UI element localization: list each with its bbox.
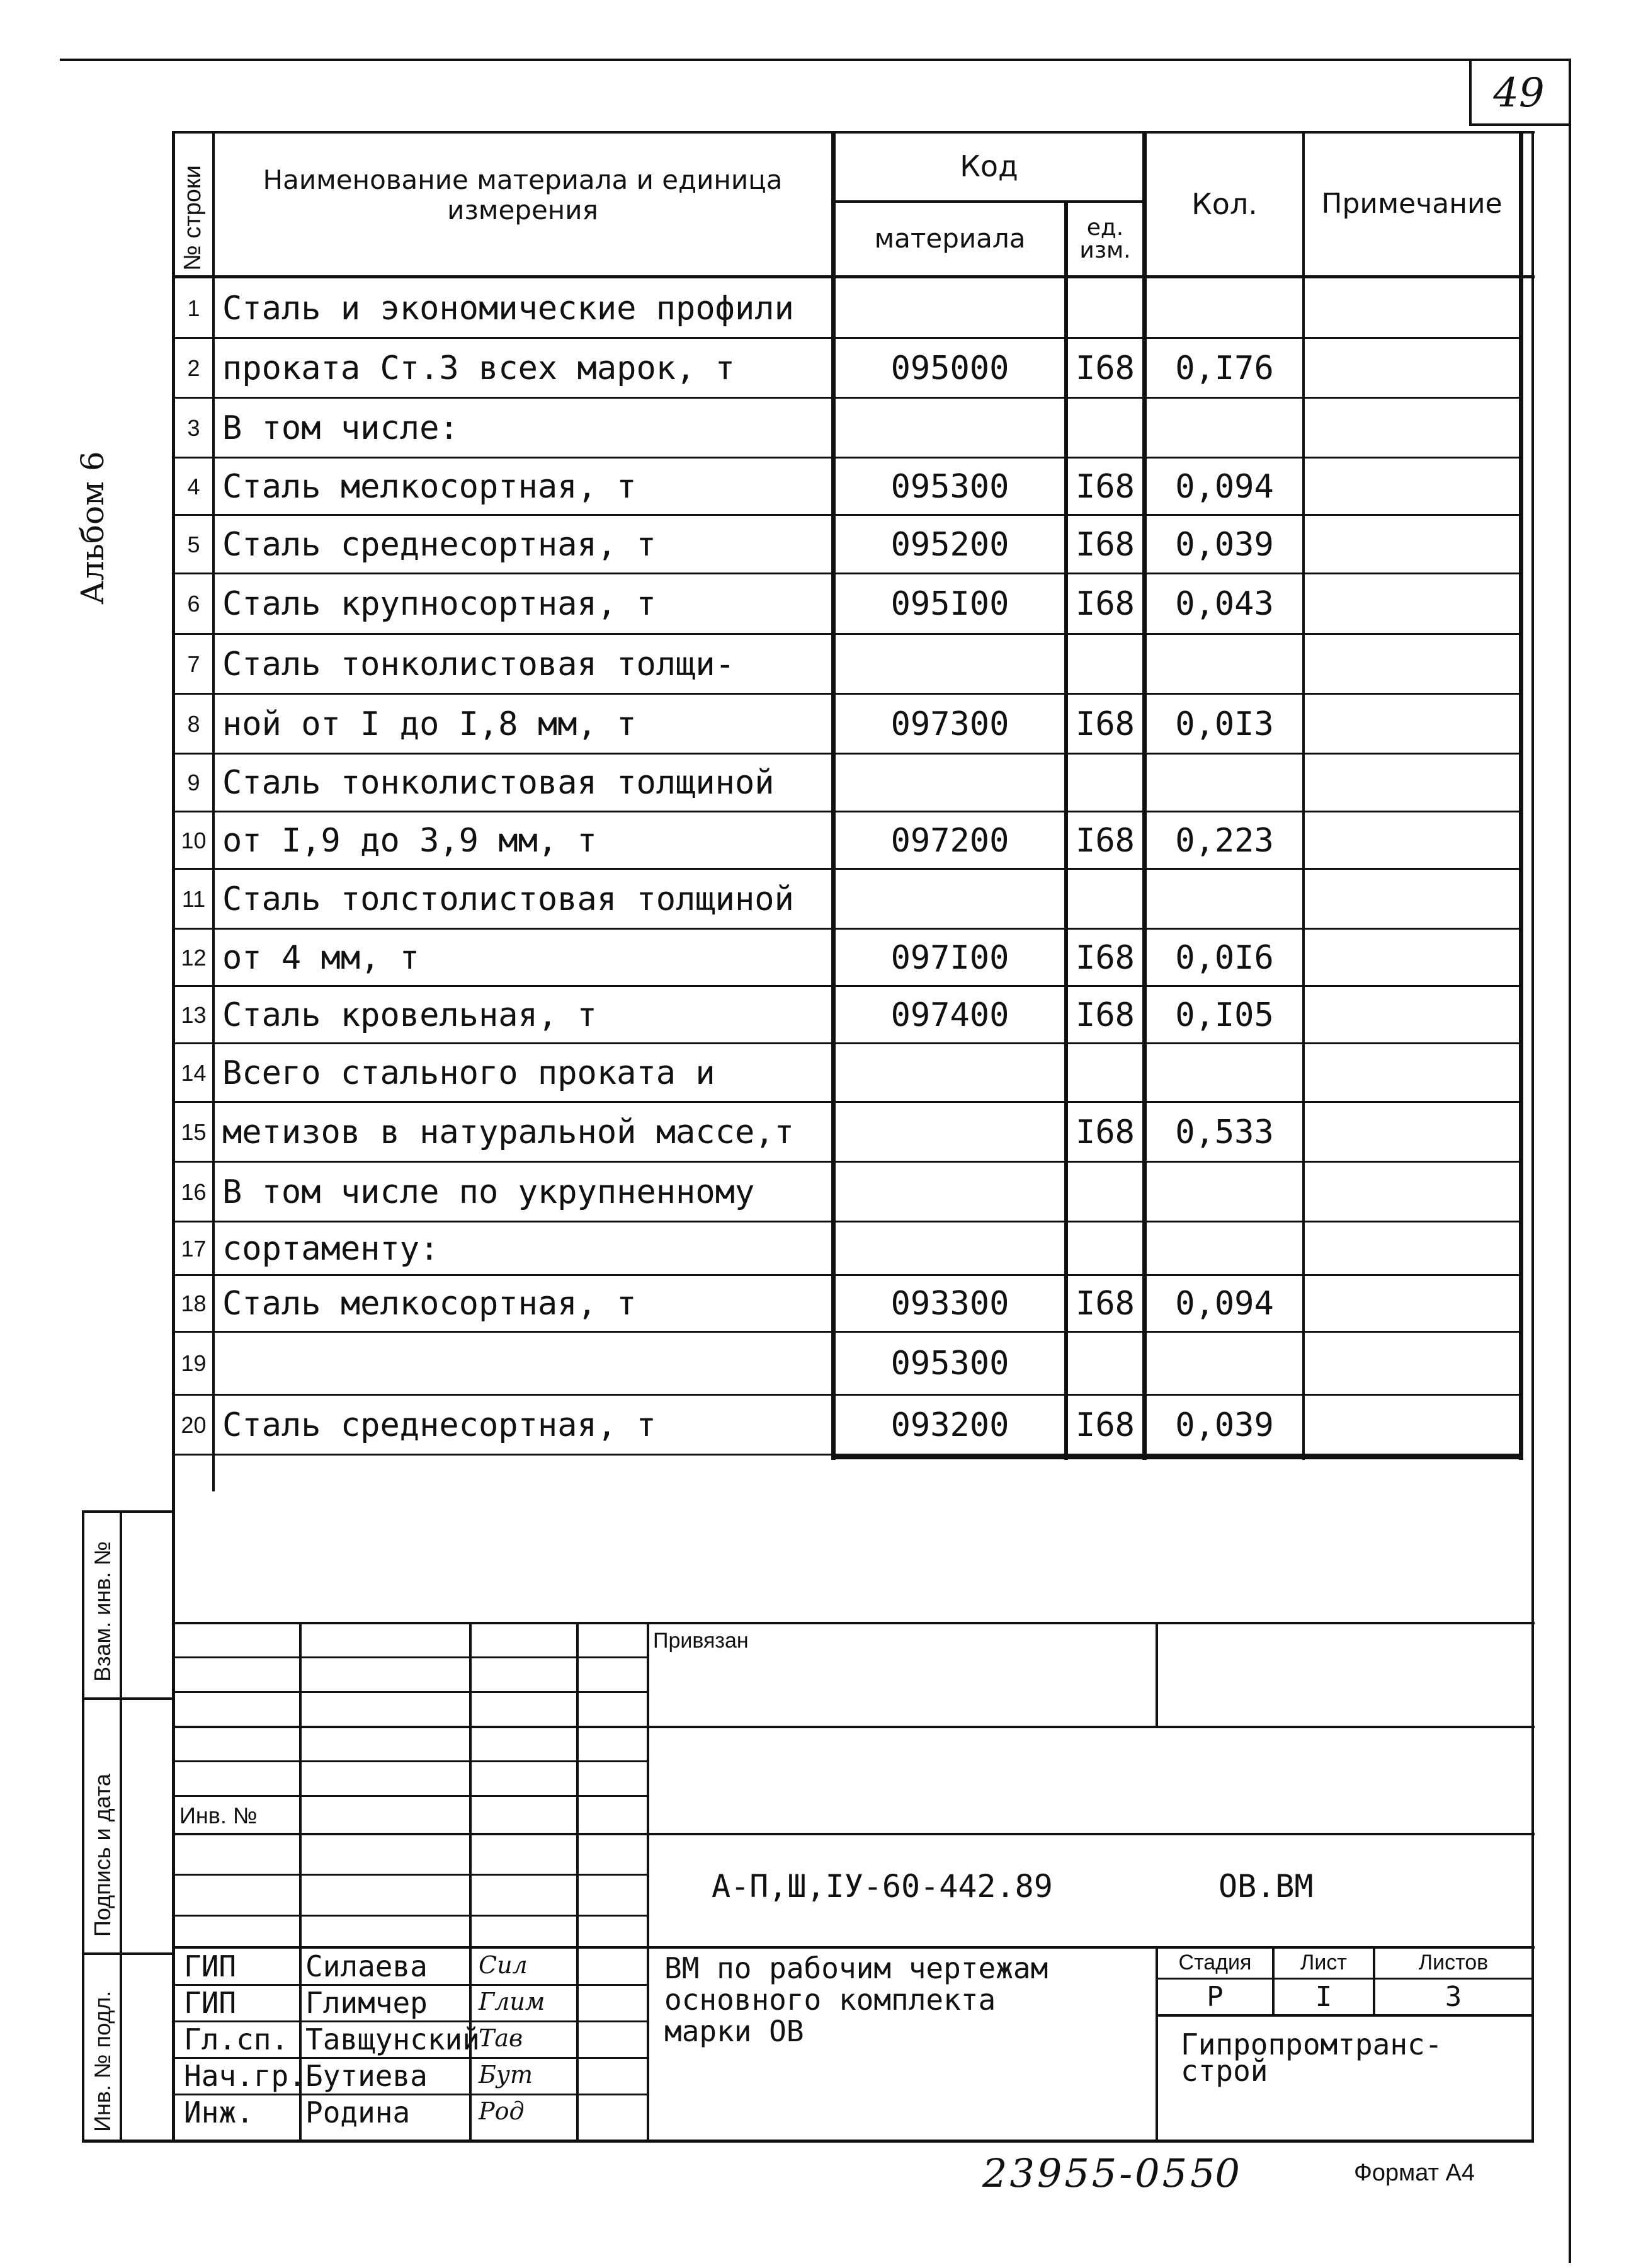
footer-page: 50 <box>1190 2150 1240 2196</box>
material-name: ной от I до I,8 мм, т <box>222 705 637 743</box>
signatory-name: Родина <box>305 2095 411 2129</box>
material-name: метизов в натуральной массе,т <box>222 1113 794 1151</box>
quantity <box>1147 398 1302 458</box>
sheet-value: I <box>1315 1981 1332 2013</box>
side-vzam-inv: Взам. инв. № <box>89 1541 115 1682</box>
side-inv-podl: Инв. № подл. <box>89 1990 115 2132</box>
header-code-material: материала <box>874 223 1026 254</box>
material-code: 097200 <box>890 821 1009 860</box>
unit-code <box>1068 1222 1142 1275</box>
material-name: от 4 мм, т <box>222 938 420 977</box>
material-code <box>836 398 1064 458</box>
quantity <box>1147 278 1302 338</box>
quantity: 0,043 <box>1175 585 1274 623</box>
row-number: 5 <box>187 531 200 557</box>
material-name: проката Ст.3 всех марок, т <box>222 349 735 387</box>
document-title-line: ВМ по рабочим чертежам <box>664 1951 1048 1985</box>
signatory-name: Тавщунский <box>305 2022 480 2056</box>
material-name: от I,9 до 3,9 мм, т <box>222 821 597 860</box>
material-code: 097300 <box>890 705 1009 743</box>
row-number: 15 <box>181 1119 207 1145</box>
unit-code: I68 <box>1076 585 1135 623</box>
material-code: 095200 <box>890 525 1009 564</box>
table-bottom-border <box>831 1455 1523 1459</box>
quantity: 0,0I6 <box>1175 938 1274 977</box>
table-right-border <box>1531 131 1534 1513</box>
unit-code <box>1068 1162 1142 1222</box>
row-number: 4 <box>187 473 200 499</box>
title-block-bottom <box>82 2140 1534 2143</box>
signature: Глим <box>479 1988 545 2015</box>
row-number: 19 <box>181 1350 207 1376</box>
material-name: Сталь тонколистовая толщи- <box>222 645 735 683</box>
signatory-role: Инж. <box>184 2095 254 2129</box>
row-number: 12 <box>181 944 207 971</box>
header-row-no: № строки <box>179 165 206 271</box>
material-name: Сталь толстолистовая толщиной <box>222 880 794 918</box>
unit-code <box>1068 1332 1142 1395</box>
material-code: 093300 <box>890 1285 1009 1323</box>
row-number: 7 <box>187 651 200 677</box>
unit-code <box>1068 754 1142 812</box>
row-number: 10 <box>181 827 207 853</box>
document-mark: ОВ.ВМ <box>1218 1868 1314 1905</box>
quantity: 0,0I3 <box>1175 705 1274 743</box>
material-name: Всего стального проката и <box>222 1054 715 1092</box>
material-code: 097I00 <box>890 938 1009 977</box>
footer-number: 23955-05 <box>982 2150 1190 2196</box>
material-code: 095300 <box>890 467 1009 506</box>
row-number: 17 <box>181 1235 207 1262</box>
material-code <box>836 869 1064 929</box>
row-number: 11 <box>181 886 206 912</box>
row-number: 2 <box>187 355 200 381</box>
signatory-role: Нач.гр. <box>184 2059 306 2093</box>
material-name: Сталь крупносортная, т <box>222 585 656 623</box>
signatory-role: ГИП <box>184 1949 237 1983</box>
unit-code: I68 <box>1076 1285 1135 1323</box>
signatory-role: Гл.сп. <box>184 2022 289 2056</box>
quantity <box>1147 1222 1302 1275</box>
inv-no-label: Инв. № <box>179 1802 258 1828</box>
signature: Бут <box>479 2061 533 2088</box>
unit-code <box>1068 398 1142 458</box>
row-number: 14 <box>181 1059 207 1086</box>
quantity: 0,094 <box>1175 1285 1274 1323</box>
document-code: А-П,Ш,IУ-60-442.89 <box>712 1868 1053 1905</box>
material-name: Сталь мелкосортная, т <box>222 467 637 506</box>
signatory-role: ГИП <box>184 1986 237 2020</box>
organization-line: Гипропромтранс- <box>1181 2027 1443 2061</box>
material-code <box>836 278 1064 338</box>
page-number: 49 <box>1493 69 1545 117</box>
album-label: Альбом 6 <box>74 451 111 605</box>
quantity: 0,I76 <box>1175 349 1274 387</box>
organization-line: строй <box>1181 2054 1268 2088</box>
unit-code <box>1068 1044 1142 1102</box>
document-title-line: основного комплекта <box>664 1983 996 2017</box>
right-rule <box>1569 59 1571 2263</box>
quantity: 0,094 <box>1175 467 1274 506</box>
quantity: 0,039 <box>1175 525 1274 564</box>
row-number: 3 <box>187 414 200 441</box>
unit-code: I68 <box>1076 821 1135 860</box>
material-code <box>836 1222 1064 1275</box>
unit-code: I68 <box>1076 1113 1135 1151</box>
signature: Сил <box>479 1951 528 1979</box>
sheet-label: Лист <box>1300 1951 1347 1975</box>
material-code: 095300 <box>890 1345 1009 1382</box>
material-name: Сталь среднесортная, т <box>222 1406 656 1444</box>
header-unit: ед. изм. <box>1079 215 1131 263</box>
material-code <box>836 1044 1064 1102</box>
quantity <box>1147 1332 1302 1395</box>
material-name: Сталь кровельная, т <box>222 996 597 1034</box>
material-name: Сталь тонколистовая толщиной <box>222 764 775 802</box>
quantity <box>1147 1162 1302 1222</box>
format-label: Формат А4 <box>1354 2159 1475 2186</box>
row-number: 1 <box>187 295 200 321</box>
header-name: Наименование материала и единица измерения <box>263 164 783 225</box>
quantity <box>1147 754 1302 812</box>
material-name: Сталь среднесортная, т <box>222 525 656 564</box>
quantity <box>1147 634 1302 694</box>
row-number: 13 <box>181 1001 207 1028</box>
sheets-label: Листов <box>1418 1951 1489 1975</box>
header-code: Код <box>960 149 1018 183</box>
material-name: сортаменту: <box>222 1229 440 1268</box>
stage-label: Стадия <box>1178 1951 1252 1975</box>
quantity <box>1147 1044 1302 1102</box>
sheets-value: 3 <box>1445 1981 1462 2013</box>
row-number: 9 <box>187 770 200 795</box>
quantity: 0,223 <box>1175 821 1274 860</box>
page-number-box-bottom <box>1469 123 1571 126</box>
unit-code: I68 <box>1076 349 1135 387</box>
row-number: 20 <box>181 1411 207 1438</box>
material-code <box>836 754 1064 812</box>
unit-code <box>1068 634 1142 694</box>
material-code <box>836 1102 1064 1162</box>
top-rule <box>60 59 1571 61</box>
unit-code: I68 <box>1076 1406 1135 1444</box>
document-title <box>664 1952 1048 2047</box>
signature: Тав <box>479 2024 523 2052</box>
row-number: 16 <box>181 1178 207 1205</box>
privyazan-label: Привязан <box>653 1629 749 1653</box>
header-qty: Кол. <box>1191 187 1258 222</box>
material-code: 097400 <box>890 996 1009 1034</box>
material-name: Сталь и экономические профили <box>222 289 794 328</box>
material-name: В том числе по укрупненному <box>222 1173 755 1211</box>
unit-code: I68 <box>1076 938 1135 977</box>
stage-value: Р <box>1207 1981 1224 2013</box>
quantity: 0,533 <box>1175 1113 1274 1151</box>
quantity <box>1147 869 1302 929</box>
material-code <box>836 634 1064 694</box>
unit-code: I68 <box>1076 996 1135 1034</box>
signatory-name: Силаева <box>305 1949 428 1983</box>
material-code: 095000 <box>890 349 1009 387</box>
unit-code <box>1068 869 1142 929</box>
row-number: 18 <box>181 1291 207 1316</box>
material-name <box>215 1332 839 1395</box>
unit-code: I68 <box>1076 705 1135 743</box>
quantity: 0,039 <box>1175 1406 1274 1444</box>
unit-code: I68 <box>1076 525 1135 564</box>
unit-code: I68 <box>1076 467 1135 506</box>
material-name: В том числе: <box>222 409 459 447</box>
signatory-name: Глимчер <box>305 1986 428 2020</box>
header-note: Примечание <box>1321 188 1503 220</box>
document-title-line: марки ОВ <box>664 2014 804 2048</box>
organization-name <box>1181 2027 1443 2088</box>
signatory-name: Бутиева <box>305 2059 428 2093</box>
quantity: 0,I05 <box>1175 996 1274 1034</box>
signature: Род <box>479 2097 525 2125</box>
row-number: 6 <box>187 591 200 617</box>
unit-code <box>1068 278 1142 338</box>
side-podpis-data: Подпись и дата <box>89 1774 115 1937</box>
material-code: 093200 <box>890 1406 1009 1444</box>
material-name: Сталь мелкосортная, т <box>222 1285 637 1323</box>
row-number: 8 <box>187 710 200 737</box>
material-code: 095I00 <box>890 585 1009 623</box>
material-code <box>836 1162 1064 1222</box>
